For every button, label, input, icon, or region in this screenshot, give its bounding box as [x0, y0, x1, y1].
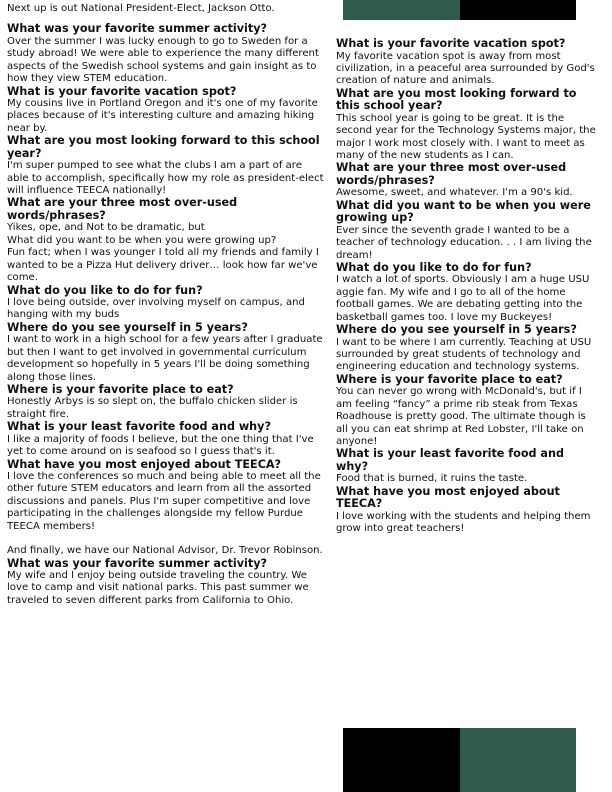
question: What was your favorite summer activity? — [7, 22, 268, 36]
question: What have you most enjoyed about TEECA? — [336, 484, 560, 511]
answer: I love working with the students and helping them grow into great teachers! — [336, 510, 591, 535]
qa-item — [336, 262, 598, 324]
qa-item — [7, 197, 325, 234]
question: What have you most enjoyed about TEECA? — [7, 457, 282, 471]
question: What are you most looking forward to this school year? — [336, 86, 577, 113]
answer: This school year is going to be great. It is the second year for the Technology Systems major, the major I work most closely with. I want to meet as many of the new students as I can. — [336, 112, 596, 161]
qa-item — [336, 448, 598, 485]
qa-item — [7, 459, 325, 534]
question: What is your favorite vacation spot? — [7, 84, 237, 98]
president-elect-interview — [7, 23, 325, 533]
qa-item — [336, 486, 598, 536]
answer: I want to be where I am currently. Teaching at USU surrounded by great students of technology and engineering education and technology systems. — [336, 336, 592, 373]
qa-item — [336, 88, 598, 163]
qa-item — [7, 23, 325, 85]
answer: Awesome, sweet, and whatever. I'm a 90's kid. — [336, 187, 573, 199]
qa-item — [7, 558, 325, 608]
footer-black-block — [343, 728, 460, 792]
answer: I watch a lot of sports. Obviously I am a huge USU aggie fan. My wife and I go to all of the home football games. We are debating getting into the basketball games too. I love my Buckeyes! — [336, 274, 590, 323]
qa-item — [7, 86, 325, 136]
national-advisor-interview — [7, 558, 325, 608]
footer-green-block — [460, 728, 576, 792]
intro-president-elect: Next up is out National President-Elect, Jackson Otto. — [7, 3, 275, 14]
answer: My cousins live in Portland Oregon and it's one of my favorite places because of it's interesting culture and amazing hiking near by. — [7, 98, 318, 134]
qa-item — [336, 374, 598, 449]
answer: I'm super pumped to see what the clubs I am a part of are able to accomplish, specifically how my role as president-elect will influence TEECA nationally! — [7, 160, 324, 197]
answer: I love the conferences so much and being able to meet all the other future STEM educators and learn from all the assorted discussions and panels. Plus I'm super competitive and love participating in the challenges alongside my fellow Purdue TEECA members! — [7, 471, 321, 532]
question: Where do you see yourself in 5 years? — [336, 323, 577, 337]
answer: Fun fact; when I was younger I told all my friends and family I wanted to be a Pizza Hut delivery driver… look how far we've come. — [7, 247, 319, 284]
question: What are your three most over-used words/phrases? — [336, 161, 567, 187]
qa-item — [7, 235, 325, 285]
intro-national-advisor: And finally, we have our National Advisor, Dr. Trevor Robinson. — [7, 545, 323, 557]
answer: You can never go wrong with McDonald's, but if I am feeling “fancy” a prime rib steak from Texas Roadhouse is pretty good. The ultimate though is all you can eat shrimp at Red Lobster, I'll take on anyone! — [336, 386, 586, 447]
left-column — [7, 0, 325, 607]
question: Where is your favorite place to eat? — [336, 372, 563, 386]
answer: Honestly Arbys is so slept on, the buffalo chicken slider is straight fire. — [7, 396, 298, 420]
qa-item — [7, 285, 325, 322]
answer: Food that is burned, it ruins the taste. — [336, 473, 528, 485]
question: Where do you see yourself in 5 years? — [7, 320, 248, 334]
answer: I love being outside, over involving myself on campus, and hanging with my buds — [7, 297, 305, 321]
question: What did you want to be when you were growing up? — [336, 198, 591, 225]
answer: Ever since the seventh grade I wanted to be a teacher of technology education. . . I am living the dream! — [336, 224, 592, 261]
question: What is your least favorite food and why? — [7, 420, 271, 434]
qa-item — [336, 324, 598, 374]
qa-item — [7, 384, 325, 421]
qa-item — [7, 135, 325, 197]
question: What are your three most over-used words/phrases? — [7, 196, 238, 222]
question: What do you like to do for fun? — [7, 283, 203, 297]
question: What did you want to be when you were growing up? — [7, 234, 277, 246]
header-green-block — [343, 0, 460, 20]
question: What was your favorite summer activity? — [7, 556, 268, 570]
qa-item — [7, 322, 325, 384]
qa-item — [336, 38, 598, 88]
answer: I want to work in a high school for a few years after I graduate but then I want to get involved in governmental curriculum development so hopefully in 5 years I'll be doing something along those lines. — [7, 334, 323, 383]
question: Where is your favorite place to eat? — [7, 382, 234, 396]
qa-item — [336, 162, 598, 199]
right-column — [336, 38, 598, 536]
question: What is your least favorite food and why? — [336, 447, 564, 473]
question: What do you like to do for fun? — [336, 260, 532, 274]
header-black-block — [460, 0, 576, 20]
qa-item — [7, 421, 325, 458]
answer: My favorite vacation spot is away from most civilization, in a peaceful area surrounded by God's creation of nature and animals. — [336, 50, 595, 87]
answer: I like a majority of foods I believe, but the one thing that I've yet to come around on is seafood so I guess that's it. — [7, 433, 314, 458]
answer: Yikes, ope, and Not to be dramatic, but — [7, 222, 205, 234]
answer: Over the summer I was lucky enough to go to Sweden for a study abroad! We were able to experience the many different aspects of the Swedish school systems and gain insight as to how they view STEM education. — [7, 35, 319, 85]
question: What is your favorite vacation spot? — [336, 37, 566, 50]
qa-item — [336, 200, 598, 262]
answer: My wife and I enjoy being outside traveling the country. We love to camp and visit national parks. This past summer we traveled to seven different parks from California to Ohio. — [7, 570, 309, 606]
question: What are you most looking forward to this school year? — [7, 134, 320, 160]
